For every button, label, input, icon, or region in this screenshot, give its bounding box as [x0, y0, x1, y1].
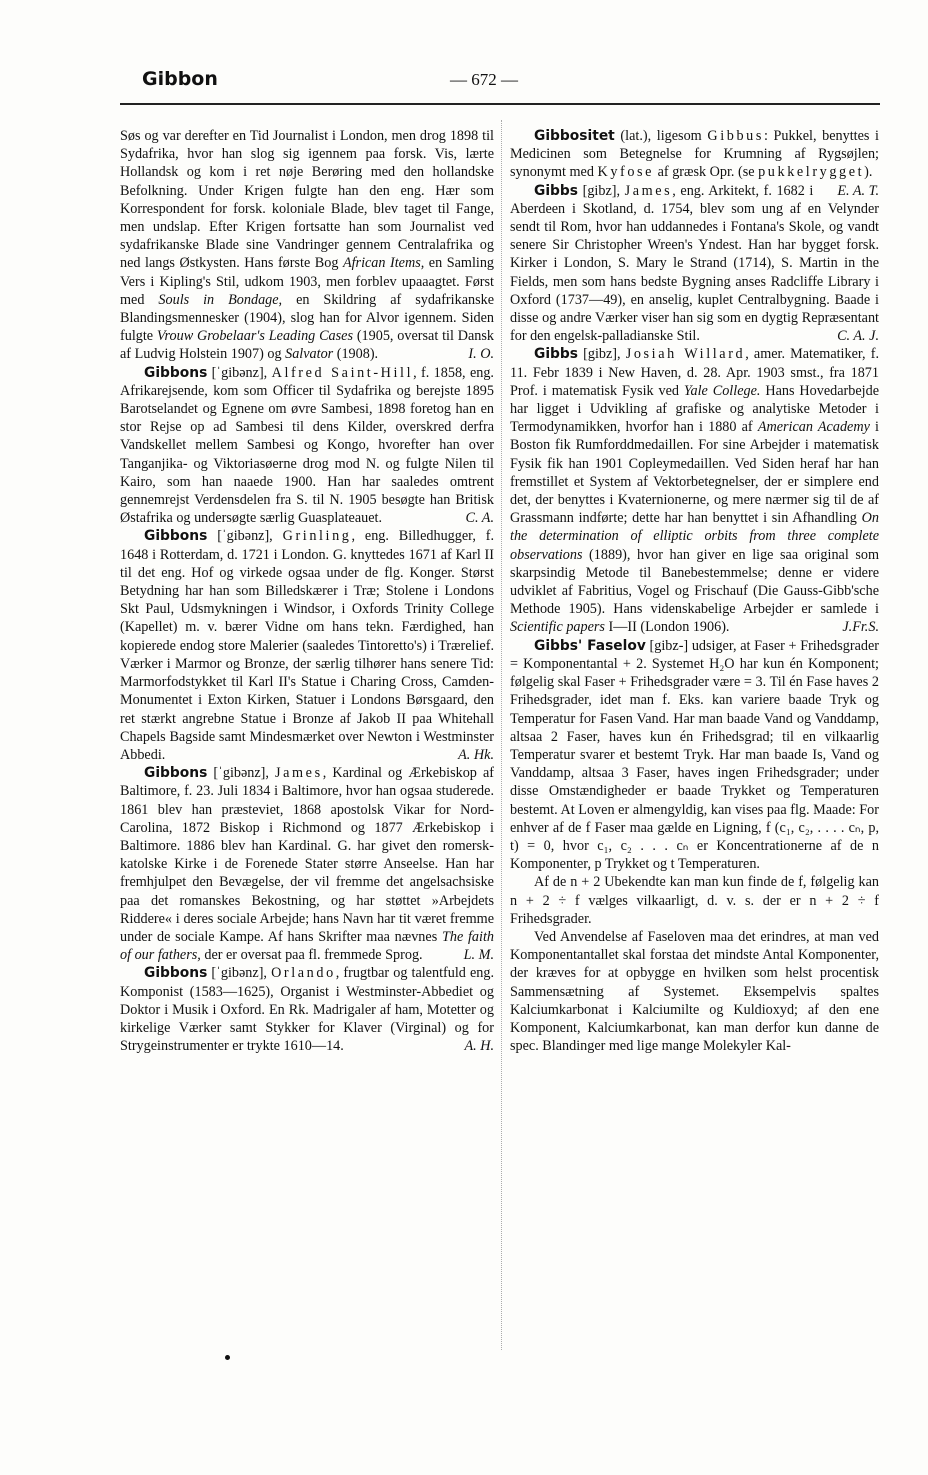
entry-continuation: Søs og var derefter en Tid Journalist i London, men drog 1898 til Sydafrika, hvor han slog sig igennem paa forsk. Vis, lærte Hollandsk og kom i ret nøje Berøring med den hollandske Befolkning. Under Krigen fulgte han den eng. Hær som Korrespondent for forsk. koloniale Blade, blev taget til Fange, men undslap. Efter Krigen fortsatte han som Journalist ved sydafrikanske Blade sine Vandringer gennem Centralafrika og ned langs Østkysten. Hans første Bog African Items, en Samling Vers i Kipling's Stil, udkom 1903, men forblev upaaagtet. Først med Souls in Bondage, en Skildring af sydafrikanske Blandingsmennesker (1904), slog han for Alvor igennem. Siden fulgte Vrouw Grobelaar's Leading Cases (1905, oversat til Dansk af Ludvig Holstein 1907) og Salvator (1908). I. O. [120, 128, 495, 363]
headword: Gibbs [534, 346, 579, 363]
right-column [510, 127, 879, 1055]
faselov-paragraph-3: Ved Anvendelse af Faseloven maa det erindres, at man ved Komponentantallet skal forstaa det mindste Antal Komponenter, der kræves for at opbygge en hvilken som helst procentisk Sammensætning af Systemet. Eksempelvis spaltes Kalciumkarbonat i Kalciumilte og Kuldioxyd; af den ene Komponent, Kalciumkarbonat, kan man derfor kun danne de spec. Blandinger med lige mange Molekyler Kal- [510, 928, 879, 1055]
headword: Gibbs [534, 182, 579, 199]
headword: Gibbositet [534, 128, 615, 144]
headword: Gibbons [144, 965, 208, 982]
entry-gibbons-orlando: Gibbons [ˈgibənz], Orlando, frugtbar og talentfuld eng. Komponist (1583—1625), Organist i Westminster-Abbediet og Doktor i Musik i Oxford. En Rk. Madrigaler af ham, Motetter og kirkelige Værker samt Stykker for Klaver (Virginal) og for Strygeinstrumenter er trykte 1610—14. A. H. [120, 965, 495, 1055]
author-signature: A. H. [464, 1038, 494, 1055]
headword: Gibbs' Faselov [534, 637, 646, 654]
entry-gibbons-james: Gibbons [ˈgibənz], James, Kardinal og Ærkebiskop af Baltimore, f. 23. Juli 1834 i Baltimore, hvor han ogsaa studerede. 1861 blev han præsteviet, 1868 apostolsk Vikar for Nord-Carolina, 1872 Biskop i Richmond og 1877 Ærkebiskop i Baltimore. 1886 blev han Kardinal. G. har givet den romersk-katolske Kirke i de Forenede Stater større Anseelse. Han har fremhjulpet den Bevægelse, der vil fremme det angelsachsiske paa det romanskes Bekostning, og har støttet »Arbejdets Riddere« i deres sociale Arbejde; hans Navn har tit været fremme under de sociale Kampe. Af hans Skrifter maa nævnes The faith of our fathers, der er oversat paa fl. fremmede Sprog. L. M. [120, 765, 495, 964]
page-number: — 672 — [450, 70, 518, 89]
headword: Gibbons [144, 528, 208, 545]
entry-gibbons-grinling: Gibbons [ˈgibənz], Grinling, eng. Billedhugger, f. 1648 i Rotterdam, d. 1721 i London. G. knyttedes 1671 af Karl II til det eng. Hof og virkede ogsaa under de flg. Konger. Størst Betydning har han som Billedskærer i Træ; Stolene i Londons Skt Paul, Udsmykningen i Windsor, i Oxfords Trinity College (Kapellet) m. v. bærer Vidne om hans tekn. Færdighed, han kopierede endog store Malerier (saaledes Tintoretto's) i Trærelief. Værker i Marmor og Bronze, der særlig tilhører hans senere Tid: Marmorfodstykket til Karl II's Statue i Charing Cross, Camden-Monumentet i Exton Kirken, Statuer i Londons Børsgaard, den ret stærkt angrebne Statue i Bronze af Jakob II paa Whitehall Chapels Bagside samt Mindesmærket over Newton i Westminster Abbedi. A. Hk. [120, 528, 495, 763]
entry-gibbs-james: Gibbs [gibz], James, eng. Arkitekt, f. 1682 i Aberdeen i Skotland, d. 1754, blev som ung af en Velynder sendt til Rom, hvor han uddannedes i Fontana's Skole, og vandt senere Sir Christopher Wreen's Yndest. Han har bygget forsk. Kirker i London, S. Mary le Strand (1714), S. Martin in the Fields, men som hans bedste Bygning anses Radcliffe Library i Oxford (1737—49), en anselig, kuplet Centralbygning. Baade i disse og andre Værker viser han sig som en dygtig Repræsentant for den engelsk-palladianske Stil. C. A. J. [510, 182, 879, 345]
running-header [140, 68, 870, 98]
author-signature: J.Fr.S. [842, 619, 879, 636]
headword: Gibbons [144, 765, 208, 782]
entry-gibbs-josiah: Gibbs [gibz], Josiah Willard, amer. Matematiker, f. 11. Febr 1839 i New Haven, d. 28. Apr. 1903 smst., fra 1871 Prof. i matematisk Fysik ved Yale College. Hans Hovedarbejde har ligget i Udvikling af grafiske og analytiske Metoder i Termodynamikken, hvorfor han i 1880 af American Academy i Boston fik Rumforddmedaillen. For sine Arbejder i matematisk Fysik fik han 1901 Copleymedaillen. Ved Siden heraf har han fremstillet et System af Vektorbetegnelser, der er simplere end det, der benyttes i Kvaternionerne, og mere nærmer sig til de af Grassmann indførte; dette har han benyttet i sin Afhandling On the determination of elliptic orbits from three complete observations (1889), hvor han giver en lige saa original som skarpsindig Metode til Banebestemmelse; denne er videre udviklet af Fabritius, Vogel og Frischauf (Die Gauss-Gibb'sche Methode 1905). Hans videnskabelige Arbejder er samlede i Scientific papers I—II (London 1906). J.Fr.S. [510, 346, 879, 636]
author-signature: E. A. T. [837, 182, 879, 199]
entry-gibbs-faselov: Gibbs' Faselov [gibz-] udsiger, at Faser + Frihedsgrader = Komponentantal + 2. Systemet H₂O har kun én Komponent; følgelig skal Faser + Frihedsgrader være = 3. Til én Fase haves 2 Frihedsgrader, idet man f. Eks. kan variere baade Tryk og Temperatur for Fasen Vand. Har man baade Vand og Vanddamp, altsaa 2 Faser, haves kun én Frihedsgrad; til en vilkaarlig Temperatur svarer et bestemt Tryk. Har man baade Is, Vand og Vanddamp, altsaa 3 Faser, haves ingen Frihedsgrader; under disse Omstændigheder er baade Trykket og Temperaturen bestemt. At Loven er almengyldig, kan vises paa flg. Maade: For enhver af de f Faser maa gælde en Ligning, f (c₁, c₂, . . . . cₙ, p, t) = 0, hvor c₁, c₂ . . . cₙ er Koncentrationerne af de n Komponenter, p Trykket og t Temperaturen. [510, 637, 879, 873]
entry-gibbositet: Gibbositet (lat.), ligesom Gibbus: Pukkel, benyttes i Medicinen som Betegnelse for Krumning af Rygsøjlen; synonymt med Kyfose af græsk Opr. (se pukkelrygget). E. A. T. [510, 128, 879, 199]
author-signature: I. O. [468, 346, 494, 363]
print-mark [225, 1355, 230, 1360]
column-divider [501, 120, 502, 1350]
author-signature: C. A. [465, 510, 494, 527]
left-column [120, 127, 494, 1055]
header-word: Gibbon [142, 68, 218, 90]
header-rule [120, 103, 880, 105]
headword: Gibbons [144, 364, 208, 381]
faselov-paragraph-2: Af de n + 2 Ubekendte kan man kun finde de f, følgelig kan n + 2 ÷ f vælges vilkaarligt, d. v. s. der er n + 2 ÷ f Frihedsgrader. [510, 874, 879, 927]
author-signature: L. M. [463, 947, 494, 964]
entry-gibbons-alfred: Gibbons [ˈgibənz], Alfred Saint-Hill, f. 1858, eng. Afrikarejsende, kom som Officer til Sydafrika og berejste 1895 Barotselandet og Egnene om øvre Sambesi, 1898 foretog han en stor Rejse op ad Sambesi til dens Kilder, overskred derfra Vandskellet mellem Sambesi og Kongo, hvorefter han over Tanganjika- og Viktoriasøerne drog mod N. og fulgte Nilen til Kairo, som han naaede 1900. Han har saaledes omtrent gennemrejst Verdensdelen fra S. til N. 1905 besøgte han Britisk Østafrika og undersøgte særlig Guasplateauet. C. A. [120, 364, 494, 527]
author-signature: C. A. J. [837, 328, 879, 345]
author-signature: A. Hk. [458, 746, 494, 763]
